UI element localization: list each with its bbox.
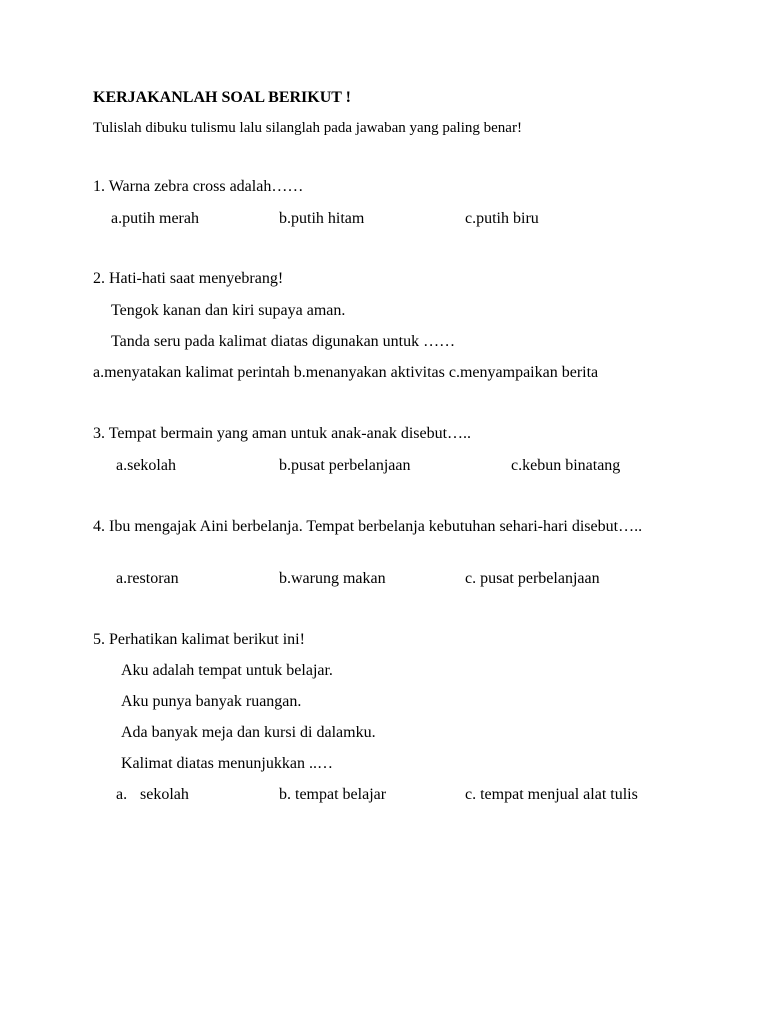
- question-4-option-c: c. pusat perbelanjaan: [465, 570, 600, 587]
- question-5-option-b: b. tempat belajar: [279, 786, 387, 803]
- question-2-options: a.menyatakan kalimat perintah b.menanyakan aktivitas c.menyampaikan berita: [93, 364, 599, 381]
- question-5-line-5: Kalimat diatas menunjukkan ..…: [121, 755, 333, 772]
- question-5-line-2: Aku adalah tempat untuk belajar.: [121, 662, 333, 679]
- question-5-option-a: sekolah: [140, 786, 189, 803]
- question-2-line-3: Tanda seru pada kalimat diatas digunakan untuk ……: [111, 333, 456, 350]
- question-5-text: 5. Perhatikan kalimat berikut ini!: [93, 631, 305, 648]
- question-1-option-c: c.putih biru: [465, 210, 539, 227]
- question-4-text: 4. Ibu mengajak Aini berbelanja. Tempat berbelanja kebutuhan sehari-hari disebut…..: [93, 518, 643, 535]
- question-4-option-b: b.warung makan: [279, 570, 386, 587]
- question-1-text: 1. Warna zebra cross adalah……: [93, 178, 304, 195]
- question-5-line-3: Aku punya banyak ruangan.: [121, 693, 302, 710]
- question-3-option-a: a.sekolah: [116, 457, 176, 474]
- question-5-line-4: Ada banyak meja dan kursi di dalamku.: [121, 724, 376, 741]
- question-3-option-b: b.pusat perbelanjaan: [279, 457, 411, 474]
- question-3-text: 3. Tempat bermain yang aman untuk anak-anak disebut…..: [93, 425, 472, 442]
- question-1-option-b: b.putih hitam: [279, 210, 365, 227]
- question-2-text: 2. Hati-hati saat menyebrang!: [93, 270, 284, 287]
- question-4-option-a: a.restoran: [116, 570, 179, 587]
- instruction-text: Tulislah dibuku tulismu lalu silanglah pada jawaban yang paling benar!: [93, 120, 522, 136]
- question-5-option-c: c. tempat menjual alat tulis: [465, 786, 638, 803]
- question-5-option-a-marker: a.: [116, 786, 128, 803]
- question-2-line-2: Tengok kanan dan kiri supaya aman.: [111, 302, 346, 319]
- question-3-option-c: c.kebun binatang: [511, 457, 621, 474]
- page-title: KERJAKANLAH SOAL BERIKUT !: [93, 89, 351, 106]
- question-1-option-a: a.putih merah: [111, 210, 199, 227]
